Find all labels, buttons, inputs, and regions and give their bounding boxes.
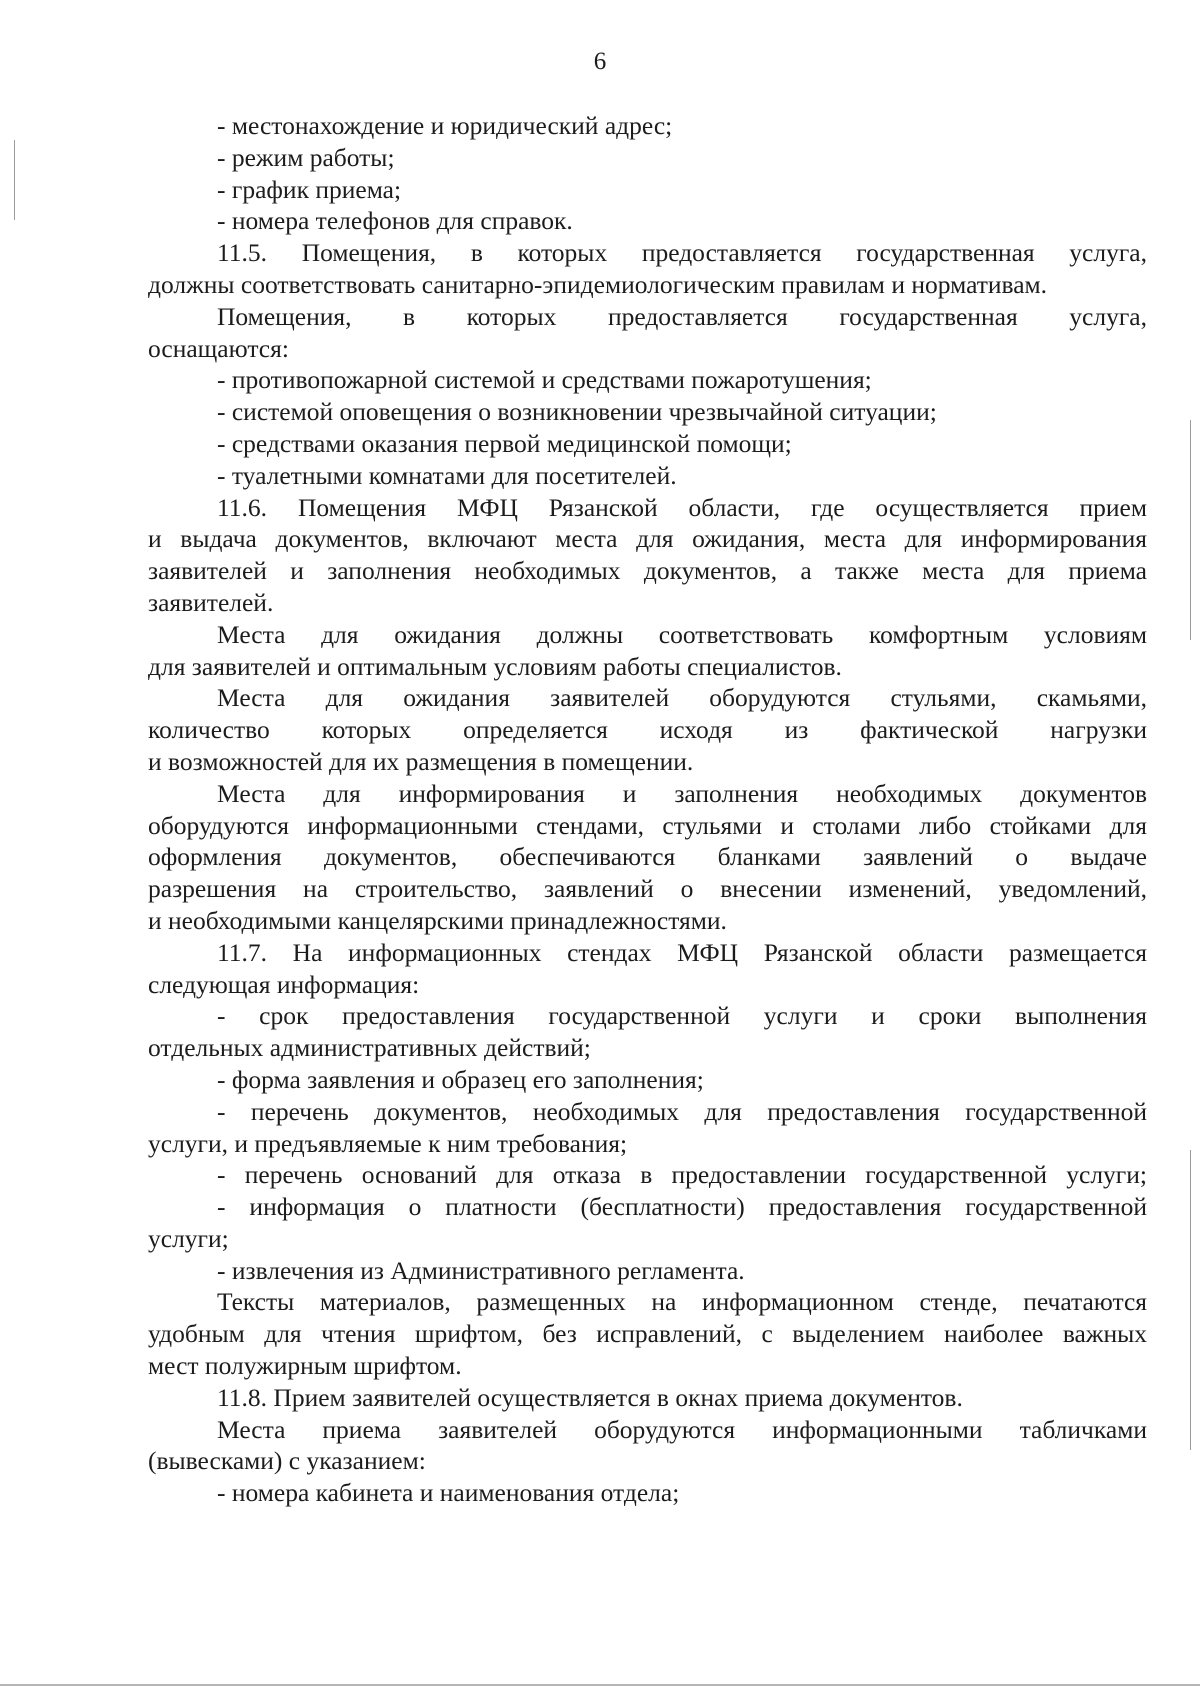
text-line: - форма заявления и образец его заполнения; [217, 1064, 704, 1094]
text-line: должны соответствовать санитарно-эпидемиологическим правилам и нормативам. [148, 269, 1048, 299]
document-body [148, 110, 1147, 1509]
text-line: - номера кабинета и наименования отдела; [217, 1478, 680, 1508]
text-line: - график приема; [217, 174, 402, 204]
text-line: для заявителей и оптимальным условиям работы специалистов. [148, 651, 842, 681]
text-line: - местонахождение и юридический адрес; [217, 111, 673, 140]
text-line: 11.7. На информационных стендах МФЦ Рязанской области размещается [217, 937, 1147, 967]
text-line: разрешения на строительство, заявлений о внесении изменений, уведомлений, [148, 874, 1147, 904]
page-number: 6 [593, 48, 607, 75]
text-line: - срок предоставления государственной услуги и сроки выполнения [217, 1001, 1147, 1031]
text-line: количество которых определяется исходя из фактической нагрузки [148, 715, 1147, 745]
text-line: - информация о платности (бесплатности) предоставления государственной [217, 1192, 1147, 1222]
text-line: - средствами оказания первой медицинской помощи; [217, 428, 792, 458]
text-line: - перечень оснований для отказа в предоставлении государственной услуги; [217, 1160, 1147, 1190]
text-line: оснащаются: [148, 333, 289, 363]
text-line: 11.8. Прием заявителей осуществляется в окнах приема документов. [217, 1382, 963, 1412]
text-line: Места приема заявителей оборудуются информационными табличками [217, 1414, 1147, 1444]
text-line: услуги; [148, 1223, 229, 1253]
text-line: - режим работы; [217, 142, 395, 172]
text-line: и возможностей для их размещения в помещении. [148, 746, 694, 776]
scan-edge-mark [1190, 1150, 1191, 1450]
text-line: Помещения, в которых предоставляется государственная услуга, [217, 301, 1147, 331]
text-line: отдельных административных действий; [148, 1033, 591, 1063]
text-line: удобным для чтения шрифтом, без исправлений, с выделением наиболее важных [148, 1319, 1147, 1349]
scan-edge-mark [14, 140, 15, 220]
scan-edge-mark [1190, 420, 1191, 640]
text-line: и выдача документов, включают места для ожидания, места для информирования [148, 524, 1147, 554]
scan-bottom-edge [0, 1684, 1200, 1686]
text-line: - перечень документов, необходимых для предоставления государственной [217, 1096, 1147, 1126]
text-line: следующая информация: [148, 969, 420, 999]
text-line: Места для информирования и заполнения необходимых документов [217, 778, 1147, 808]
text-line: заявителей. [148, 587, 274, 617]
text-line: - номера телефонов для справок. [217, 206, 573, 236]
text-line: - противопожарной системой и средствами пожаротушения; [217, 365, 872, 395]
text-line: услуги, и предъявляемые к ним требования; [148, 1128, 628, 1158]
text-line: - системой оповещения о возникновении чрезвычайной ситуации; [217, 397, 937, 427]
text-line: - туалетными комнатами для посетителей. [217, 460, 677, 490]
text-line: (вывесками) с указанием: [148, 1446, 426, 1476]
text-line: Тексты материалов, размещенных на информационном стенде, печатаются [217, 1287, 1147, 1317]
text-line: оформления документов, обеспечиваются бланками заявлений о выдаче [148, 842, 1147, 872]
text-line: оборудуются информационными стендами, стульями и столами либо стойками для [148, 810, 1147, 840]
text-line: - извлечения из Административного регламента. [217, 1255, 745, 1285]
text-line: мест полужирным шрифтом. [148, 1351, 462, 1381]
text-line: и необходимыми канцелярскими принадлежностями. [148, 905, 727, 935]
text-line: 11.6. Помещения МФЦ Рязанской области, где осуществляется прием [217, 492, 1147, 522]
text-line: 11.5. Помещения, в которых предоставляется государственная услуга, [217, 238, 1147, 268]
text-line: Места для ожидания должны соответствовать комфортным условиям [217, 619, 1147, 649]
text-line: Места для ожидания заявителей оборудуются стульями, скамьями, [217, 683, 1147, 713]
text-line: заявителей и заполнения необходимых документов, а также места для приема [148, 556, 1147, 586]
